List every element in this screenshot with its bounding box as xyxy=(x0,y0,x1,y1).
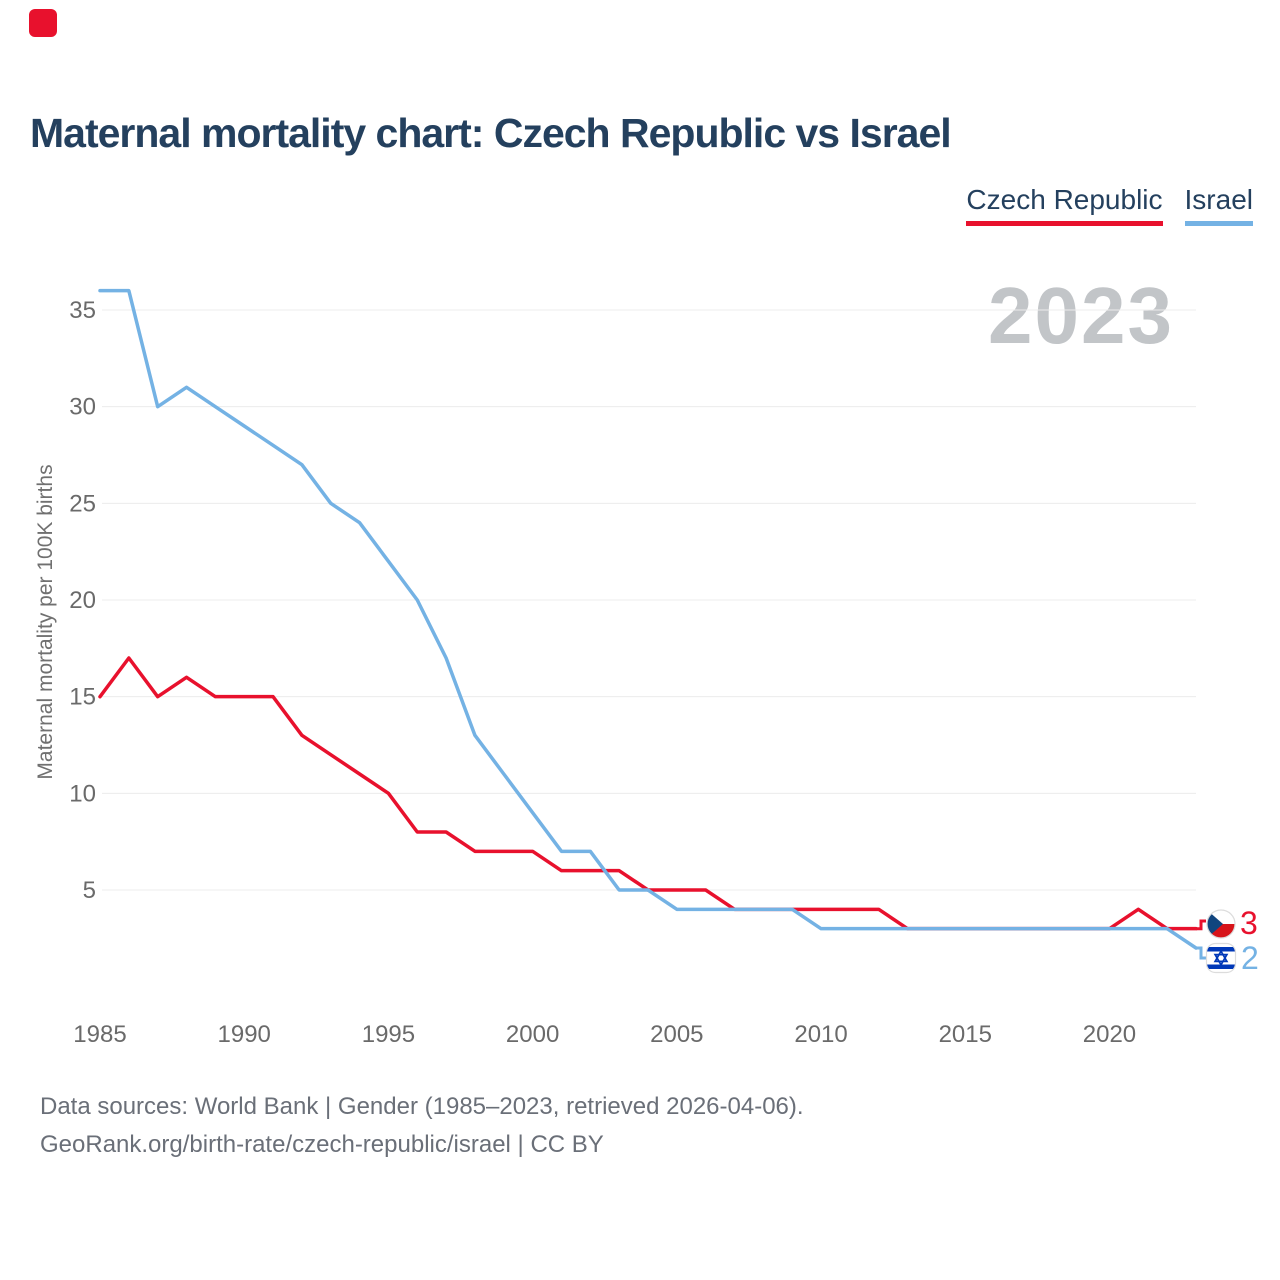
year-watermark: 2023 xyxy=(988,271,1174,360)
data-series xyxy=(100,291,1196,948)
y-tick-label: 35 xyxy=(69,297,96,325)
x-tick-label: 1990 xyxy=(217,1021,271,1048)
czech-flag-icon xyxy=(1207,910,1235,938)
footer-attribution-line: GeoRank.org/birth-rate/czech-republic/israel | CC BY xyxy=(40,1131,604,1158)
israel-end-value-label: 2 xyxy=(1241,940,1259,976)
y-tick-label: 20 xyxy=(69,587,96,615)
x-tick-label: 1985 xyxy=(73,1021,127,1048)
y-tick-label: 15 xyxy=(69,683,96,711)
gridlines xyxy=(69,297,1196,904)
legend-item-czech-republic[interactable]: Czech Republic xyxy=(966,184,1162,226)
y-tick-label: 30 xyxy=(69,393,96,421)
legend-item-israel[interactable]: Israel xyxy=(1185,184,1253,226)
y-tick-label: 10 xyxy=(69,780,96,808)
y-tick-label: 25 xyxy=(69,490,96,518)
czech-end-value-label: 3 xyxy=(1240,905,1258,941)
series-line-israel xyxy=(100,291,1196,948)
czech-end-connector xyxy=(1196,921,1206,929)
x-tick-label: 2010 xyxy=(794,1021,848,1048)
x-tick-label: 2005 xyxy=(650,1021,704,1048)
x-tick-label: 1995 xyxy=(361,1021,416,1048)
footer xyxy=(40,1088,804,1164)
israel-flag-icon xyxy=(1207,944,1236,973)
x-axis-tick-labels xyxy=(73,1021,1136,1048)
israel-end-connector xyxy=(1196,948,1206,958)
footer-sources-line: Data sources: World Bank | Gender (1985–2023, retrieved 2026-04-06). xyxy=(40,1093,804,1120)
y-axis-title: Maternal mortality per 100K births xyxy=(34,464,57,780)
x-tick-label: 2020 xyxy=(1082,1021,1137,1048)
chart-title: Maternal mortality chart: Czech Republic vs Israel xyxy=(30,110,951,156)
x-tick-label: 2015 xyxy=(938,1021,992,1048)
x-tick-label: 2000 xyxy=(505,1021,560,1048)
y-tick-label: 5 xyxy=(82,877,96,905)
